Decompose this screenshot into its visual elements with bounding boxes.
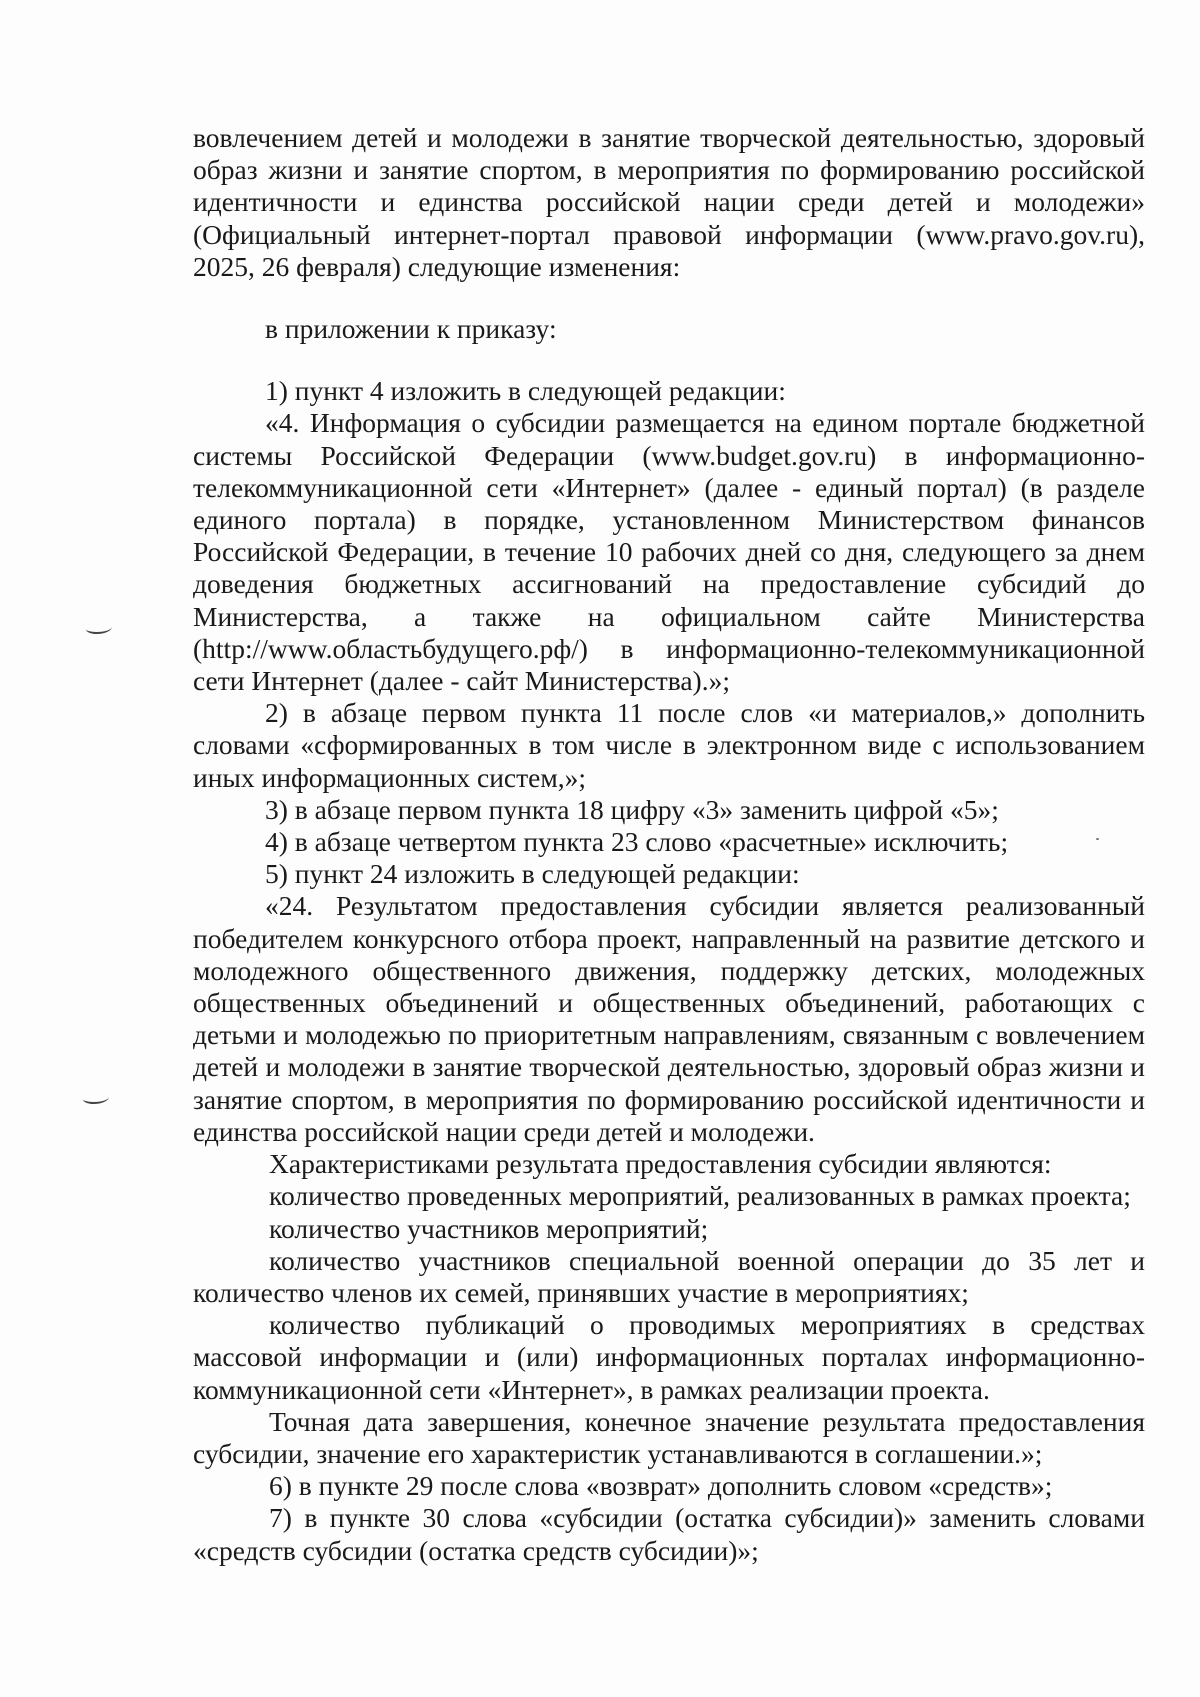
paragraph-item-6: 6) в пункте 29 после слова «возврат» дополнить словом «средств»;: [269, 1470, 1053, 1502]
paragraph-characteristic-2: количество участников мероприятий;: [269, 1212, 709, 1244]
paragraph-point-4-text: «4. Информация о субсидии размещается на едином портале бюджетной системы Российской Федерации (www.budget.gov.ru) в информационно-телекоммуникационной сети «Интернет» (далее - единый портал) (в разделе единого портала) в порядке, установленном Министерством финансов Российской Федерации, в течение 10 рабочих дней со дня, следующего за днем доведения бюджетных ассигнований на предоставление субсидий до Министерства, а также на официальном сайте Министерства (http://www.областьбудущего.рф/) в информационно-телекоммуникационной сети Интернет (далее - сайт Министерства).»;: [193, 407, 1145, 697]
paragraph-item-1: 1) пункт 4 изложить в следующей редакции:: [265, 375, 786, 407]
paragraph-item-7: 7) в пункте 30 слова «субсидии (остатка субсидии)» заменить словами «средств субсидии (остатка средств субсидии)»;: [193, 1502, 1145, 1566]
paragraph-characteristic-4: количество публикаций о проводимых мероприятиях в средствах массовой информации и (или) информационных порталах информационно-коммуникационной сети «Интернет», в рамках реализации проекта.: [193, 1309, 1145, 1405]
paragraph-appendix-intro: в приложении к приказу:: [265, 313, 557, 345]
paragraph-item-4: 4) в абзаце четвертом пункта 23 слово «расчетные» исключить;: [265, 826, 1009, 858]
document-body: [193, 122, 1145, 1567]
paragraph-continuation: вовлечением детей и молодежи в занятие творческой деятельностью, здоровый образ жизни и занятие спортом, в мероприятия по формированию российской идентичности и единства российской нации среди детей и молодежи» (Официальный интернет-портал правовой информации (www.pravo.gov.ru), 2025, 26 февраля) следующие изменения:: [193, 122, 1145, 282]
paragraph-characteristic-3: количество участников специальной военной операции до 35 лет и количество членов их семей, принявших участие в мероприятиях;: [193, 1244, 1145, 1308]
paragraph-point-24-text: «24. Результатом предоставления субсидии является реализованный победителем конкурсного отбора проект, направленный на развитие детского и молодежного общественного движения, поддержку детских, молодежных общественных объединений и общественных объединений, работающих с детьми и молодежью по приоритетным направлениям, связанным с вовлечением детей и молодежи в занятие творческой деятельностью, здоровый образ жизни и занятие спортом, в мероприятия по формированию российской идентичности и единства российской нации среди детей и молодежи.: [193, 890, 1145, 1147]
paragraph-completion-date: Точная дата завершения, конечное значение результата предоставления субсидии, значение его характеристик устанавливаются в соглашении.»;: [193, 1405, 1145, 1469]
paragraph-item-2: 2) в абзаце первом пункта 11 после слов «и материалов,» дополнить словами «сформированных в том числе в электронном виде с использованием иных информационных систем,»;: [193, 697, 1145, 793]
paragraph-item-5: 5) пункт 24 изложить в следующей редакции:: [265, 858, 800, 890]
paragraph-characteristics-heading: Характеристиками результата предоставления субсидии являются:: [269, 1148, 1052, 1180]
paragraph-item-3: 3) в абзаце первом пункта 18 цифру «3» заменить цифрой «5»;: [265, 793, 999, 825]
margin-scan-mark: [83, 1092, 109, 1104]
margin-scan-mark: [86, 622, 112, 634]
paragraph-characteristic-1: количество проведенных мероприятий, реализованных в рамках проекта;: [269, 1180, 1131, 1212]
